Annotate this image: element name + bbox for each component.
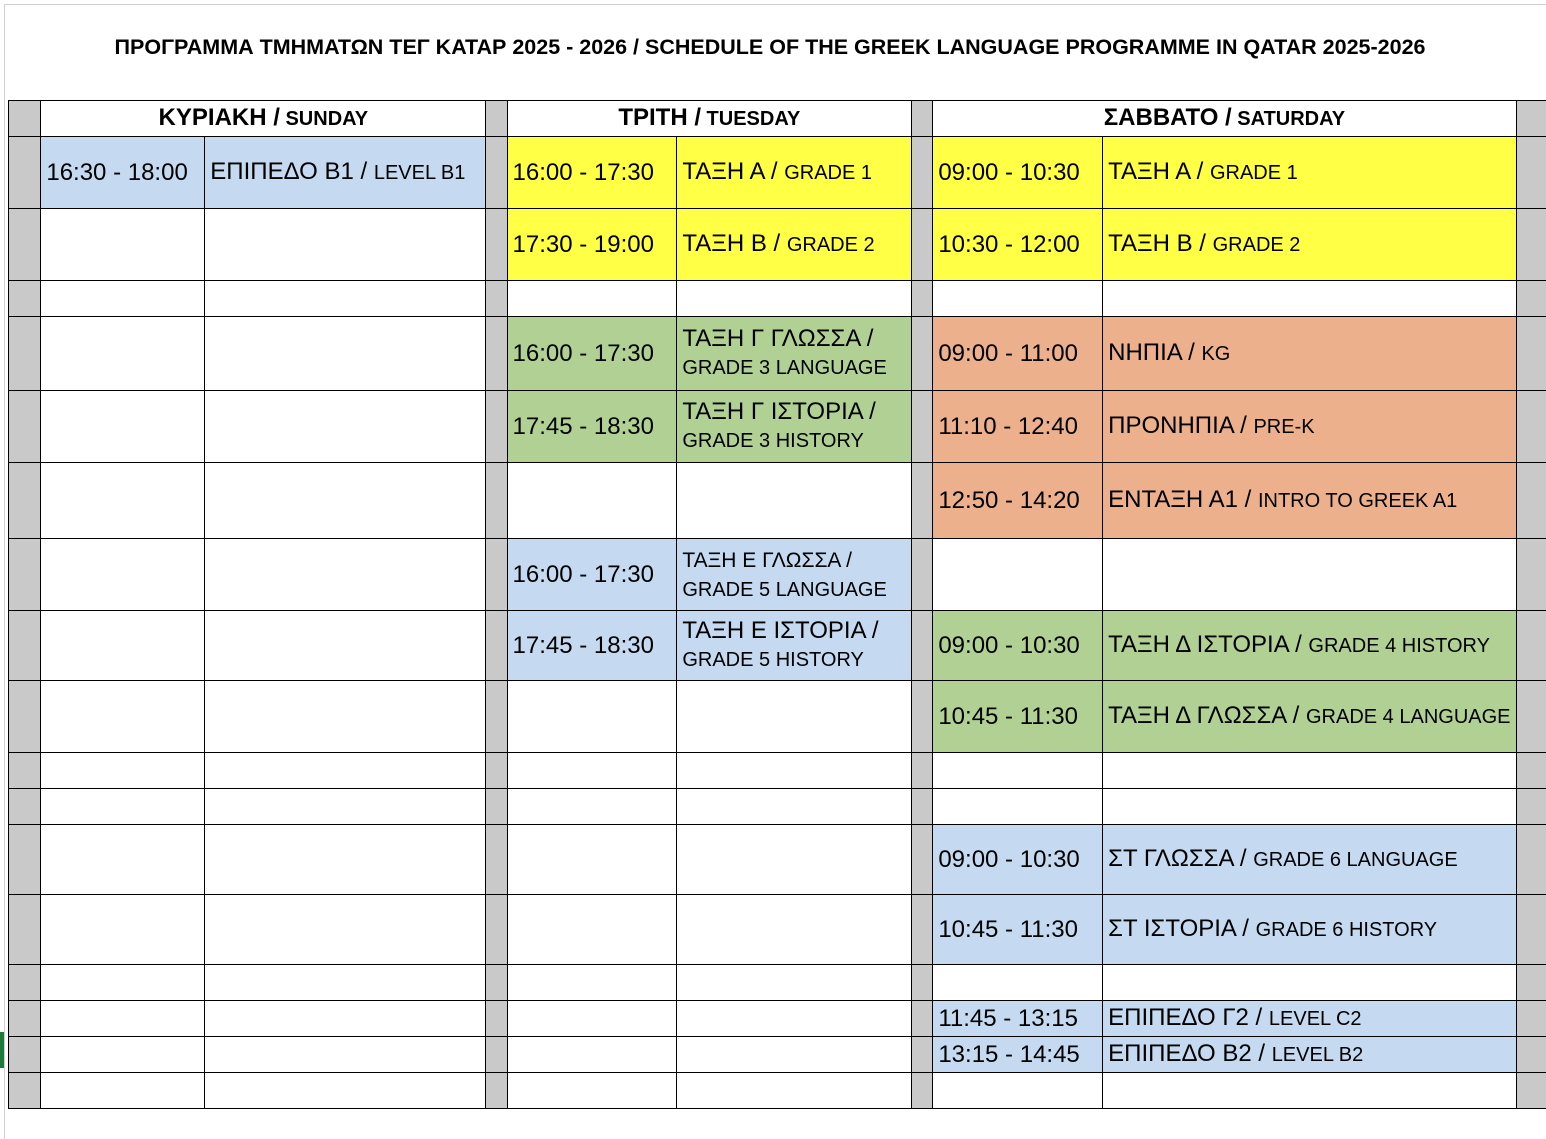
class-name-en: GRADE 4 HISTORY	[1308, 635, 1490, 657]
gutter-cell	[486, 1073, 507, 1109]
day-header-sunday	[41, 101, 486, 137]
gutter-cell	[9, 965, 41, 1001]
class-cell[interactable]	[205, 137, 486, 209]
class-cell[interactable]	[1103, 681, 1516, 753]
gutter-cell	[486, 317, 507, 391]
class-name-en: GRADE 2	[787, 234, 875, 256]
gutter-cell	[912, 895, 933, 965]
class-name-en: LEVEL B2	[1272, 1044, 1364, 1066]
class-cell[interactable]	[1103, 895, 1516, 965]
day-header-gr: ΣΑΒΒΑΤΟ /	[1104, 104, 1232, 131]
empty-cell[interactable]	[507, 1001, 677, 1037]
gutter-cell	[9, 281, 41, 317]
gutter-cell	[9, 539, 41, 611]
table-row	[9, 1001, 1546, 1037]
empty-cell[interactable]	[677, 753, 912, 789]
class-name-gr: ΕΝΤΑΞΗ Α1 /	[1108, 486, 1258, 513]
gutter-cell	[9, 391, 41, 463]
gutter-cell	[912, 281, 933, 317]
empty-cell[interactable]	[507, 281, 677, 317]
empty-cell[interactable]	[1103, 965, 1516, 1001]
day-header-en: SATURDAY	[1232, 108, 1345, 130]
class-cell[interactable]	[1103, 209, 1516, 281]
class-name-en: PRE-K	[1253, 416, 1314, 438]
class-cell[interactable]	[677, 539, 912, 611]
class-name-gr: ΤΑΞΗ Α /	[1108, 158, 1210, 185]
day-header-saturday	[933, 101, 1516, 137]
empty-cell[interactable]	[41, 895, 205, 965]
gutter-cell	[486, 101, 507, 137]
day-header-en: SUNDAY	[280, 108, 368, 130]
class-cell[interactable]	[1103, 1037, 1516, 1073]
time-cell[interactable]: 16:30 - 18:00	[41, 137, 205, 209]
gutter-cell	[1516, 391, 1546, 463]
gutter-cell	[486, 825, 507, 895]
spreadsheet-sheet	[4, 4, 1546, 1139]
class-name-gr: ΕΠΙΠΕΔΟ Γ2 /	[1108, 1004, 1269, 1031]
empty-cell[interactable]	[41, 463, 205, 539]
empty-cell[interactable]	[205, 539, 486, 611]
time-cell[interactable]: 12:50 - 14:20	[933, 463, 1103, 539]
gutter-cell	[1516, 137, 1546, 209]
time-cell[interactable]: 17:45 - 18:30	[507, 391, 677, 463]
gutter-cell	[912, 391, 933, 463]
gutter-cell	[486, 965, 507, 1001]
time-cell[interactable]: 09:00 - 10:30	[933, 137, 1103, 209]
gutter-cell	[486, 391, 507, 463]
selection-marker	[0, 1032, 4, 1068]
gutter-cell	[9, 753, 41, 789]
empty-cell[interactable]	[205, 391, 486, 463]
class-name-gr: ΕΠΙΠΕΔΟ Β2 /	[1108, 1040, 1272, 1067]
gutter-cell	[486, 1037, 507, 1073]
class-name-gr: ΝΗΠΙΑ /	[1108, 339, 1201, 366]
gutter-cell	[1516, 1037, 1546, 1073]
empty-cell[interactable]	[933, 281, 1103, 317]
class-name-gr: ΠΡΟΝΗΠΙΑ /	[1108, 412, 1253, 439]
time-cell[interactable]: 09:00 - 11:00	[933, 317, 1103, 391]
gutter-cell	[912, 753, 933, 789]
gutter-cell	[486, 137, 507, 209]
gutter-cell	[486, 281, 507, 317]
page-title: ΠΡΟΓΡΑΜΜΑ ΤΜΗΜΑΤΩΝ ΤΕΓ ΚΑΤΑΡ 2025 - 2026 / SCHEDULE OF THE GREEK LANGUAGE PROGRAMME IN QATAR 2025-2026	[5, 35, 1535, 60]
gutter-cell	[9, 1001, 41, 1037]
gutter-cell	[486, 753, 507, 789]
class-name-en: GRADE 5 LANGUAGE	[682, 579, 887, 601]
gutter-cell	[1516, 209, 1546, 281]
gutter-cell	[1516, 281, 1546, 317]
empty-cell[interactable]	[41, 611, 205, 681]
empty-cell[interactable]	[205, 1001, 486, 1037]
empty-cell[interactable]	[41, 1073, 205, 1109]
table-row	[9, 789, 1546, 825]
class-name-gr: ΤΑΞΗ Ε ΓΛΩΣΣΑ /	[682, 549, 852, 572]
time-cell[interactable]: 13:15 - 14:45	[933, 1037, 1103, 1073]
table-row	[9, 895, 1546, 965]
gutter-cell	[486, 895, 507, 965]
empty-cell[interactable]	[41, 753, 205, 789]
gutter-cell	[1516, 895, 1546, 965]
gutter-cell	[912, 789, 933, 825]
empty-cell[interactable]	[41, 1037, 205, 1073]
empty-cell[interactable]	[507, 895, 677, 965]
gutter-cell	[486, 539, 507, 611]
class-cell[interactable]	[677, 209, 912, 281]
class-name-gr: ΤΑΞΗ Α /	[682, 158, 784, 185]
empty-cell[interactable]	[933, 789, 1103, 825]
class-name-en: GRADE 1	[784, 162, 872, 184]
time-cell[interactable]: 16:00 - 17:30	[507, 539, 677, 611]
empty-cell[interactable]	[1103, 539, 1516, 611]
gutter-cell	[1516, 825, 1546, 895]
class-name-en: GRADE 3 HISTORY	[682, 430, 864, 452]
empty-cell[interactable]	[205, 681, 486, 753]
empty-cell[interactable]	[41, 317, 205, 391]
table-row	[9, 681, 1546, 753]
empty-cell[interactable]	[507, 463, 677, 539]
class-name-en: GRADE 5 HISTORY	[682, 649, 864, 671]
gutter-cell	[912, 1037, 933, 1073]
day-header-tuesday	[507, 101, 912, 137]
empty-cell[interactable]	[205, 1037, 486, 1073]
empty-cell[interactable]	[677, 463, 912, 539]
class-cell[interactable]	[1103, 825, 1516, 895]
class-name-gr: ΤΑΞΗ Ε ΙΣΤΟΡΙΑ /	[682, 617, 878, 644]
time-cell[interactable]: 17:30 - 19:00	[507, 209, 677, 281]
class-name-gr: ΤΑΞΗ Γ ΙΣΤΟΡΙΑ /	[682, 398, 875, 425]
table-row	[9, 137, 1546, 209]
class-cell[interactable]	[677, 137, 912, 209]
empty-cell[interactable]	[933, 965, 1103, 1001]
gutter-cell	[1516, 789, 1546, 825]
empty-cell[interactable]	[41, 825, 205, 895]
time-cell[interactable]: 10:45 - 11:30	[933, 895, 1103, 965]
empty-cell[interactable]	[41, 681, 205, 753]
class-name-en: KG	[1201, 343, 1230, 365]
class-name-en: GRADE 2	[1213, 234, 1301, 256]
class-name-en: GRADE 4 LANGUAGE	[1306, 706, 1511, 728]
gutter-cell	[1516, 1001, 1546, 1037]
empty-cell[interactable]	[1103, 1073, 1516, 1109]
empty-cell[interactable]	[205, 317, 486, 391]
class-cell[interactable]	[1103, 391, 1516, 463]
gutter-cell	[912, 317, 933, 391]
gutter-cell	[1516, 681, 1546, 753]
time-cell[interactable]: 10:45 - 11:30	[933, 681, 1103, 753]
empty-cell[interactable]	[677, 789, 912, 825]
gutter-cell	[9, 137, 41, 209]
gutter-cell	[912, 1073, 933, 1109]
empty-cell[interactable]	[41, 1001, 205, 1037]
gutter-cell	[912, 209, 933, 281]
empty-cell[interactable]	[1103, 789, 1516, 825]
gutter-cell	[1516, 965, 1546, 1001]
empty-cell[interactable]	[507, 753, 677, 789]
class-name-gr: ΣΤ ΓΛΩΣΣΑ /	[1108, 845, 1253, 872]
empty-cell[interactable]	[933, 753, 1103, 789]
empty-cell[interactable]	[205, 825, 486, 895]
gutter-cell	[9, 825, 41, 895]
class-cell[interactable]	[1103, 1001, 1516, 1037]
empty-cell[interactable]	[41, 789, 205, 825]
gutter-cell	[1516, 317, 1546, 391]
time-cell[interactable]: 11:10 - 12:40	[933, 391, 1103, 463]
table-row	[9, 209, 1546, 281]
class-name-en: INTRO TO GREEK A1	[1258, 490, 1457, 512]
empty-cell[interactable]	[507, 789, 677, 825]
table-row	[9, 1073, 1546, 1109]
time-cell[interactable]: 10:30 - 12:00	[933, 209, 1103, 281]
gutter-cell	[912, 463, 933, 539]
gutter-cell	[912, 1001, 933, 1037]
class-name-en: GRADE 6 LANGUAGE	[1253, 849, 1458, 871]
empty-cell[interactable]	[205, 789, 486, 825]
empty-cell[interactable]	[507, 681, 677, 753]
gutter-cell	[486, 463, 507, 539]
gutter-cell	[912, 681, 933, 753]
empty-cell[interactable]	[933, 539, 1103, 611]
class-name-gr: ΤΑΞΗ Δ ΙΣΤΟΡΙΑ /	[1108, 631, 1308, 658]
gutter-cell	[486, 1001, 507, 1037]
class-cell[interactable]	[1103, 317, 1516, 391]
gutter-cell	[912, 825, 933, 895]
gutter-cell	[9, 317, 41, 391]
gutter-cell	[1516, 753, 1546, 789]
table-row	[9, 463, 1546, 539]
schedule-table	[8, 100, 1546, 1109]
class-name-en: GRADE 1	[1210, 162, 1298, 184]
gutter-cell	[486, 681, 507, 753]
gutter-cell	[486, 209, 507, 281]
time-cell[interactable]: 16:00 - 17:30	[507, 317, 677, 391]
time-cell[interactable]: 11:45 - 13:15	[933, 1001, 1103, 1037]
class-name-en: GRADE 6 HISTORY	[1256, 919, 1438, 941]
time-cell[interactable]: 09:00 - 10:30	[933, 611, 1103, 681]
empty-cell[interactable]	[1103, 753, 1516, 789]
day-header-en: TUESDAY	[701, 108, 800, 130]
class-name-gr: ΤΑΞΗ Γ ΓΛΩΣΣΑ /	[682, 325, 873, 352]
header-row	[9, 101, 1546, 137]
class-name-gr: ΣΤ ΙΣΤΟΡΙΑ /	[1108, 915, 1256, 942]
gutter-cell	[1516, 1073, 1546, 1109]
empty-cell[interactable]	[41, 539, 205, 611]
gutter-cell	[1516, 611, 1546, 681]
empty-cell[interactable]	[507, 1037, 677, 1073]
gutter-cell	[912, 137, 933, 209]
gutter-cell	[486, 611, 507, 681]
class-name-en: LEVEL B1	[374, 162, 466, 184]
class-name-gr: ΕΠΙΠΕΔΟ Β1 /	[210, 158, 374, 185]
time-cell[interactable]: 16:00 - 17:30	[507, 137, 677, 209]
table-row	[9, 391, 1546, 463]
gutter-cell	[912, 101, 933, 137]
empty-cell[interactable]	[41, 209, 205, 281]
empty-cell[interactable]	[205, 1073, 486, 1109]
gutter-cell	[9, 681, 41, 753]
empty-cell[interactable]	[507, 1073, 677, 1109]
class-name-gr: ΤΑΞΗ Β /	[1108, 230, 1213, 257]
table-row	[9, 753, 1546, 789]
empty-cell[interactable]	[205, 463, 486, 539]
time-cell[interactable]: 17:45 - 18:30	[507, 611, 677, 681]
empty-cell[interactable]	[1103, 281, 1516, 317]
empty-cell[interactable]	[507, 825, 677, 895]
empty-cell[interactable]	[41, 965, 205, 1001]
gutter-cell	[9, 101, 41, 137]
empty-cell[interactable]	[677, 965, 912, 1001]
gutter-cell	[1516, 101, 1546, 137]
class-cell[interactable]	[677, 391, 912, 463]
gutter-cell	[912, 611, 933, 681]
empty-cell[interactable]	[507, 965, 677, 1001]
gutter-cell	[9, 1037, 41, 1073]
gutter-cell	[9, 895, 41, 965]
class-name-en: GRADE 3 LANGUAGE	[682, 357, 887, 379]
gutter-cell	[9, 611, 41, 681]
class-cell[interactable]	[677, 317, 912, 391]
class-name-gr: ΤΑΞΗ Δ ΓΛΩΣΣΑ /	[1108, 702, 1306, 729]
empty-cell[interactable]	[205, 895, 486, 965]
day-header-gr: ΚΥΡΙΑΚΗ /	[159, 104, 280, 131]
class-name-gr: ΤΑΞΗ Β /	[682, 230, 787, 257]
class-cell[interactable]	[677, 611, 912, 681]
empty-cell[interactable]	[677, 681, 912, 753]
empty-cell[interactable]	[677, 895, 912, 965]
empty-cell[interactable]	[41, 391, 205, 463]
class-name-en: LEVEL C2	[1269, 1008, 1362, 1030]
gutter-cell	[1516, 463, 1546, 539]
time-cell[interactable]: 09:00 - 10:30	[933, 825, 1103, 895]
table-row	[9, 825, 1546, 895]
table-row	[9, 965, 1546, 1001]
gutter-cell	[912, 539, 933, 611]
gutter-cell	[486, 789, 507, 825]
class-cell[interactable]	[1103, 137, 1516, 209]
gutter-cell	[1516, 539, 1546, 611]
empty-cell[interactable]	[205, 209, 486, 281]
table-row	[9, 1037, 1546, 1073]
class-cell[interactable]	[1103, 611, 1516, 681]
empty-cell[interactable]	[677, 281, 912, 317]
empty-cell[interactable]	[677, 1001, 912, 1037]
table-row	[9, 611, 1546, 681]
empty-cell[interactable]	[677, 1073, 912, 1109]
empty-cell[interactable]	[41, 281, 205, 317]
empty-cell[interactable]	[677, 1037, 912, 1073]
empty-cell[interactable]	[677, 825, 912, 895]
empty-cell[interactable]	[205, 281, 486, 317]
table-row	[9, 281, 1546, 317]
empty-cell[interactable]	[933, 1073, 1103, 1109]
gutter-cell	[9, 209, 41, 281]
class-cell[interactable]	[1103, 463, 1516, 539]
empty-cell[interactable]	[205, 753, 486, 789]
gutter-cell	[912, 965, 933, 1001]
table-row	[9, 539, 1546, 611]
gutter-cell	[9, 1073, 41, 1109]
table-row	[9, 317, 1546, 391]
day-header-gr: ΤΡΙΤΗ /	[618, 104, 701, 131]
gutter-cell	[9, 463, 41, 539]
gutter-cell	[9, 789, 41, 825]
empty-cell[interactable]	[205, 611, 486, 681]
empty-cell[interactable]	[205, 965, 486, 1001]
